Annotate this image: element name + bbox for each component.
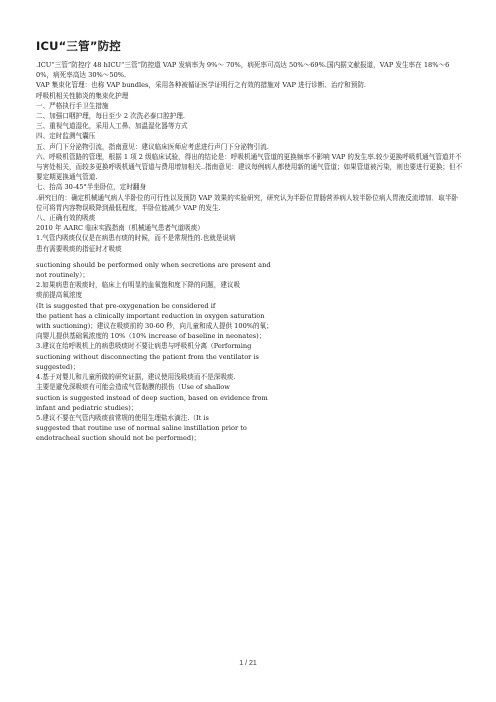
text-line: infant and pediatric studies)；: [36, 403, 138, 412]
text-line: 六、呼吸机管路的管理，根据 1 项 2 级临床试验，得出的结论是：呼吸机通气管道的更换频率不影响 VAP 的发生率.较少更换呼吸机通气管道并不与害处相关，而较多更换呼吸机通气管道与费用增加相关..指南意见：建议每例病人都使用新的通气管道；如果管道被污染，则也要进行更换；但不要定期更换通气管道.: [36, 152, 463, 182]
text-line: VAP 集束化管理：也称 VAP bundles，采用各种被循证医学证明行之有效的措施对 VAP 进行诊断、治疗和预防.: [36, 81, 367, 90]
text-line: 2010 年 AARC 临床实践指南（机械通气患者气道吸痰）: [36, 224, 204, 233]
text-line: suction is suggested instead of deep suction, based on evidence from: [36, 393, 268, 402]
text-line: with suctioning)；建议在吸痰前的 30-60 秒，向儿童和成人提供 100%的氧；: [36, 322, 273, 331]
text-line: 四、定时监测气囊压: [36, 132, 96, 141]
text-line: 八、正确有效的吸痰: [36, 214, 96, 223]
text-line: 五、声门下分泌物引流，指南意见：建议临床医师应考虑进行声门下分泌物引流.: [36, 142, 269, 151]
text-line: 4.基于对婴儿和儿童所做的研究证据，建议使用浅吸痰而不是深吸痰.: [36, 373, 236, 382]
document-title: ICU“三管”防控: [36, 39, 121, 53]
page-indicator: 1 / 21: [239, 660, 257, 667]
text-line: 呼吸机相关性肺炎的集束化护理: [36, 91, 129, 100]
text-line: endotracheal suction should not be performed)；: [36, 434, 201, 443]
text-line: 5.建议不要在气管内吸痰前常规的使用生理盐水滴注.（It is: [36, 413, 209, 422]
text-line: 一、严格执行手卫生措施: [36, 101, 109, 110]
text-line: 二、加强口咽护理，每日至少 2 次洗必泰口腔护理.: [36, 112, 185, 121]
text-line: not routinely）；: [36, 271, 89, 280]
text-line: 主要是避免深吸痰有可能会造成气管黏膜的损伤（Use of shallow: [36, 383, 230, 392]
document-body: [36, 38, 464, 444]
text-line: 七、抬高 30-45°半坐卧位，定时翻身: [36, 183, 147, 192]
text-line: 三、重视气道湿化，采用人工鼻、加温湿化器等方式: [36, 122, 188, 131]
text-line: suggested)；: [36, 362, 80, 371]
text-line: 患有需要吸痰的指征时才吸痰: [36, 244, 122, 253]
text-line: suggested that routine use of normal saline instillation prior to: [36, 424, 247, 433]
text-line: .ICU“三管”防控疗 48 hICU“三管”防控道 VAP 发病率为 9%～ 70%，病死率可高达 50%～69%.国内据文献报道，VAP 发生率在 18%～60%，病死率高达 30%～50%.: [36, 61, 450, 80]
text-line: 痰前提高氧浓度: [36, 291, 83, 300]
text-line: 2.如果病患在吸痰时，临床上有明显的血氧饱和度下降的问题，建议吸: [36, 281, 241, 290]
document-text: [36, 60, 464, 444]
text-line: .研究目的：确定机械通气病人半卧位的可行性以及预防 VAP 效果的实验研究，研究认为半卧位胃肠营养病人较半卧位病人胃液反流增加．取半卧位可将胃内容物误吸降到最低程度，半卧位能减少 VAP 的发生.: [36, 193, 459, 212]
text-line: 向婴儿提供基础氧浓度的 10%（10% increase of baseline in neonates)；: [36, 332, 266, 341]
text-line: (It is suggested that pre-oxygenation be considered if: [36, 301, 216, 310]
text-line: suctioning without disconnecting the patient from the ventilator is: [36, 352, 259, 361]
text-line: suctioning should be performed only when secretions are present and: [36, 260, 271, 269]
text-line: 3.建议在给呼吸机上的病患吸痰时不要让病患与呼吸机分离（Performing: [36, 342, 252, 351]
text-line: 1.气管内吸痰仅仅是在病患有痰的时候，而不是常规性的.也就是说病: [36, 234, 236, 243]
text-line: the patient has a clinically important reduction in oxygen saturation: [36, 311, 265, 320]
